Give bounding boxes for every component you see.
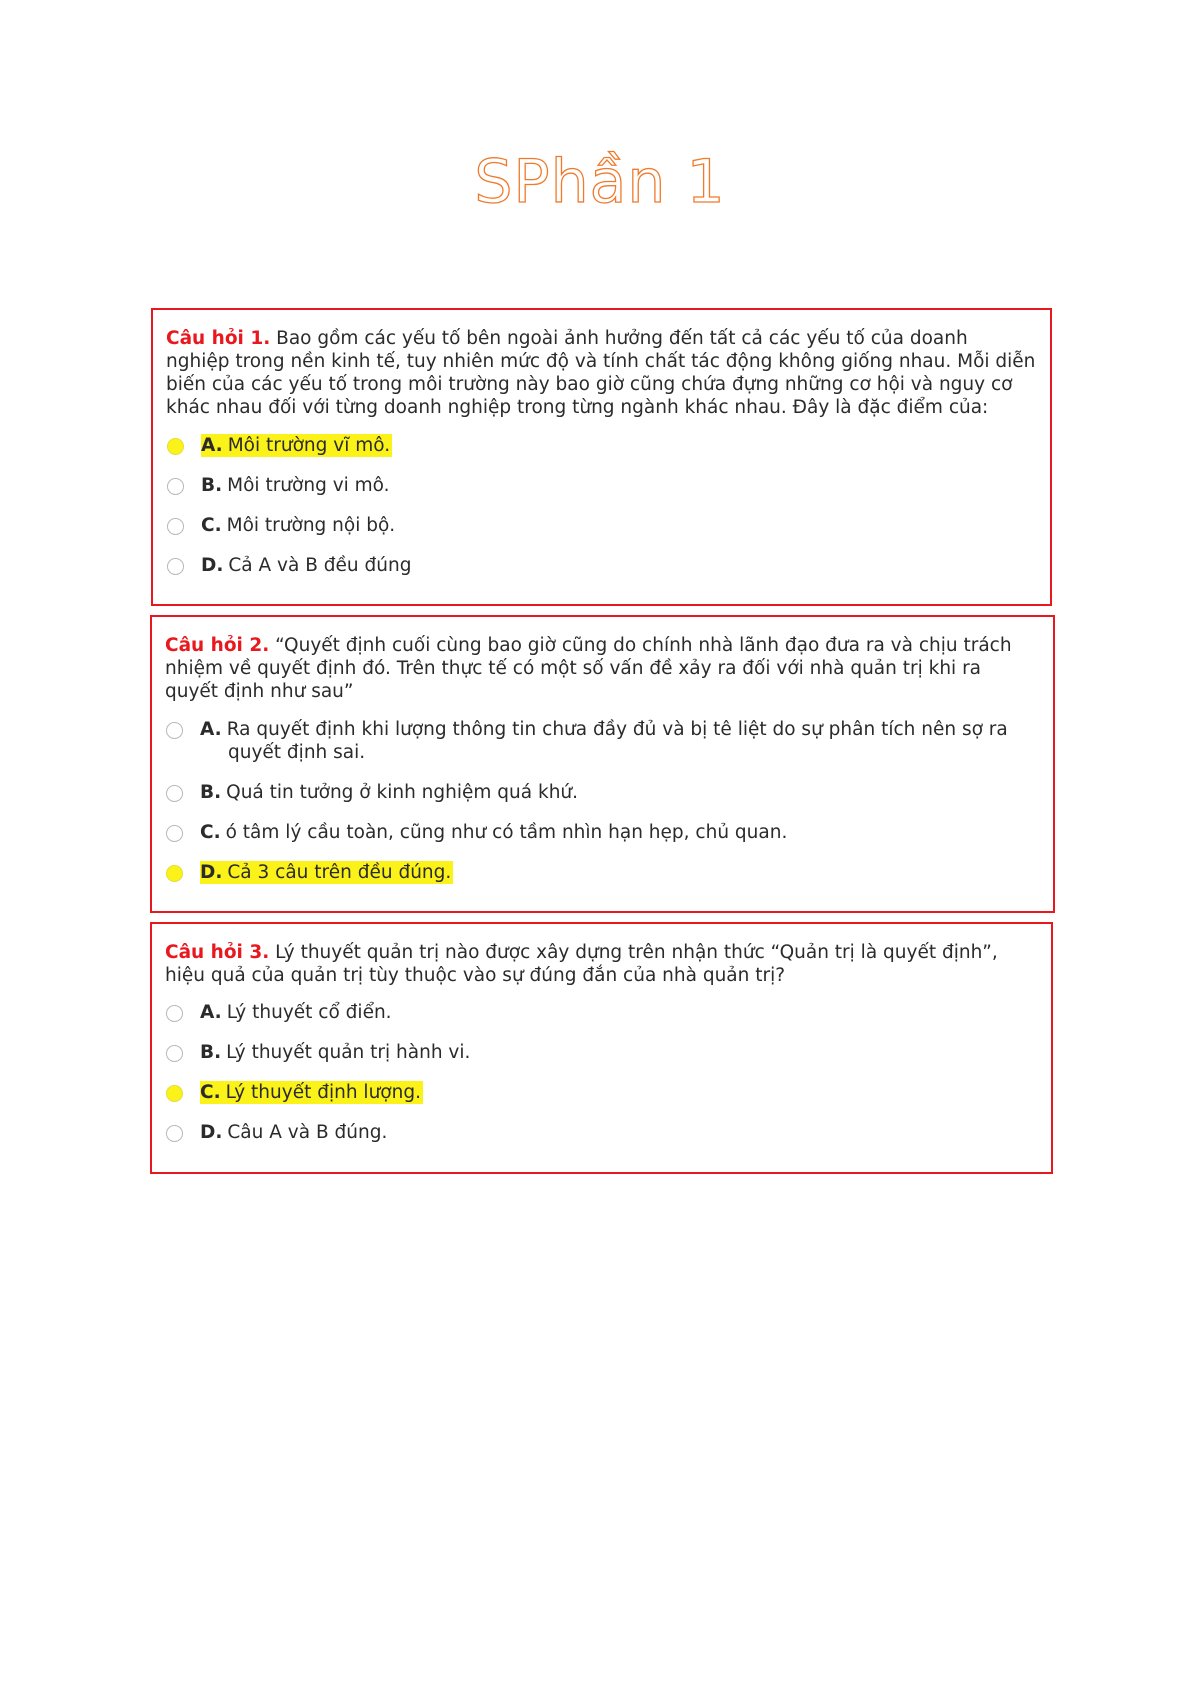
page-title: SPhần 1 bbox=[474, 147, 726, 217]
option-text-continued: quyết định sai. bbox=[228, 742, 366, 763]
radio-icon[interactable] bbox=[167, 558, 184, 575]
option-letter: C. bbox=[200, 1082, 221, 1103]
option-letter: B. bbox=[200, 1042, 222, 1063]
option-text: Câu A và B đúng. bbox=[227, 1122, 388, 1143]
option-text: Lý thuyết cổ điển. bbox=[226, 1002, 392, 1023]
option-text: Lý thuyết quản trị hành vi. bbox=[226, 1042, 471, 1063]
option-letter: B. bbox=[200, 782, 222, 803]
radio-icon[interactable] bbox=[166, 1005, 183, 1022]
radio-icon[interactable] bbox=[166, 825, 183, 842]
option-letter: B. bbox=[201, 475, 223, 496]
option-text: Cả 3 câu trên đều đúng. bbox=[227, 862, 452, 883]
question-card-1 bbox=[151, 308, 1052, 606]
option-letter: C. bbox=[201, 515, 222, 536]
question-3-text-block bbox=[165, 941, 1037, 987]
question-3-text: Lý thuyết quản trị nào được xây dựng trên nhận thức “Quản trị là quyết định”, hiệu quả của quản trị tùy thuộc vào sự đúng đắn của nhà quản trị? bbox=[165, 942, 998, 986]
option-text: Quá tin tưởng ở kinh nghiệm quá khứ. bbox=[226, 782, 579, 803]
radio-icon[interactable] bbox=[167, 518, 184, 535]
radio-icon[interactable] bbox=[166, 1125, 183, 1142]
option-letter: D. bbox=[200, 1122, 223, 1143]
option-letter: A. bbox=[200, 719, 222, 740]
option-letter: A. bbox=[200, 1002, 222, 1023]
question-1-text-block bbox=[166, 327, 1036, 419]
question-1-text: Bao gồm các yếu tố bên ngoài ảnh hưởng đến tất cả các yếu tố của doanh nghiệp trong nền kinh tế, tuy nhiên mức độ và tính chất tác động không giống nhau. Mỗi diễn biến của các yếu tố trong môi trường này bao giờ cũng chứa đựng những cơ hội và nguy cơ khác nhau đối với từng doanh nghiệp trong từng ngành khác nhau. Đây là đặc điểm của: bbox=[166, 328, 1036, 418]
question-2-text: “Quyết định cuối cùng bao giờ cũng do chính nhà lãnh đạo đưa ra và chịu trách nhiệm về quyết định đó. Trên thực tế có một số vấn đề xảy ra đối với nhà quản trị khi ra quyết định như sau” bbox=[165, 635, 1012, 702]
option-text: Môi trường nội bộ. bbox=[226, 515, 396, 536]
option-letter: A. bbox=[201, 435, 223, 456]
radio-icon[interactable] bbox=[166, 785, 183, 802]
radio-icon[interactable] bbox=[166, 722, 183, 739]
question-card-2 bbox=[150, 615, 1055, 913]
radio-icon[interactable] bbox=[167, 438, 184, 455]
option-text: Môi trường vĩ mô. bbox=[227, 435, 391, 456]
option-text: Môi trường vi mô. bbox=[227, 475, 390, 496]
question-card-3 bbox=[150, 922, 1053, 1174]
option-letter: D. bbox=[201, 555, 224, 576]
radio-icon[interactable] bbox=[166, 1045, 183, 1062]
option-text: Ra quyết định khi lượng thông tin chưa đầy đủ và bị tê liệt do sự phân tích nên sợ ra bbox=[226, 719, 1008, 740]
option-text: Cả A và B đều đúng bbox=[228, 555, 412, 576]
option-letter: C. bbox=[200, 822, 221, 843]
option-text: ó tâm lý cầu toàn, cũng như có tầm nhìn hạn hẹp, chủ quan. bbox=[225, 822, 788, 843]
question-1-label: Câu hỏi 1. bbox=[166, 328, 271, 349]
option-text: Lý thuyết định lượng. bbox=[225, 1082, 421, 1103]
radio-icon[interactable] bbox=[167, 478, 184, 495]
option-letter: D. bbox=[200, 862, 223, 883]
radio-icon[interactable] bbox=[166, 865, 183, 882]
question-2-label: Câu hỏi 2. bbox=[165, 635, 270, 656]
radio-icon[interactable] bbox=[166, 1085, 183, 1102]
question-3-label: Câu hỏi 3. bbox=[165, 942, 270, 963]
question-2-text-block bbox=[165, 634, 1039, 703]
